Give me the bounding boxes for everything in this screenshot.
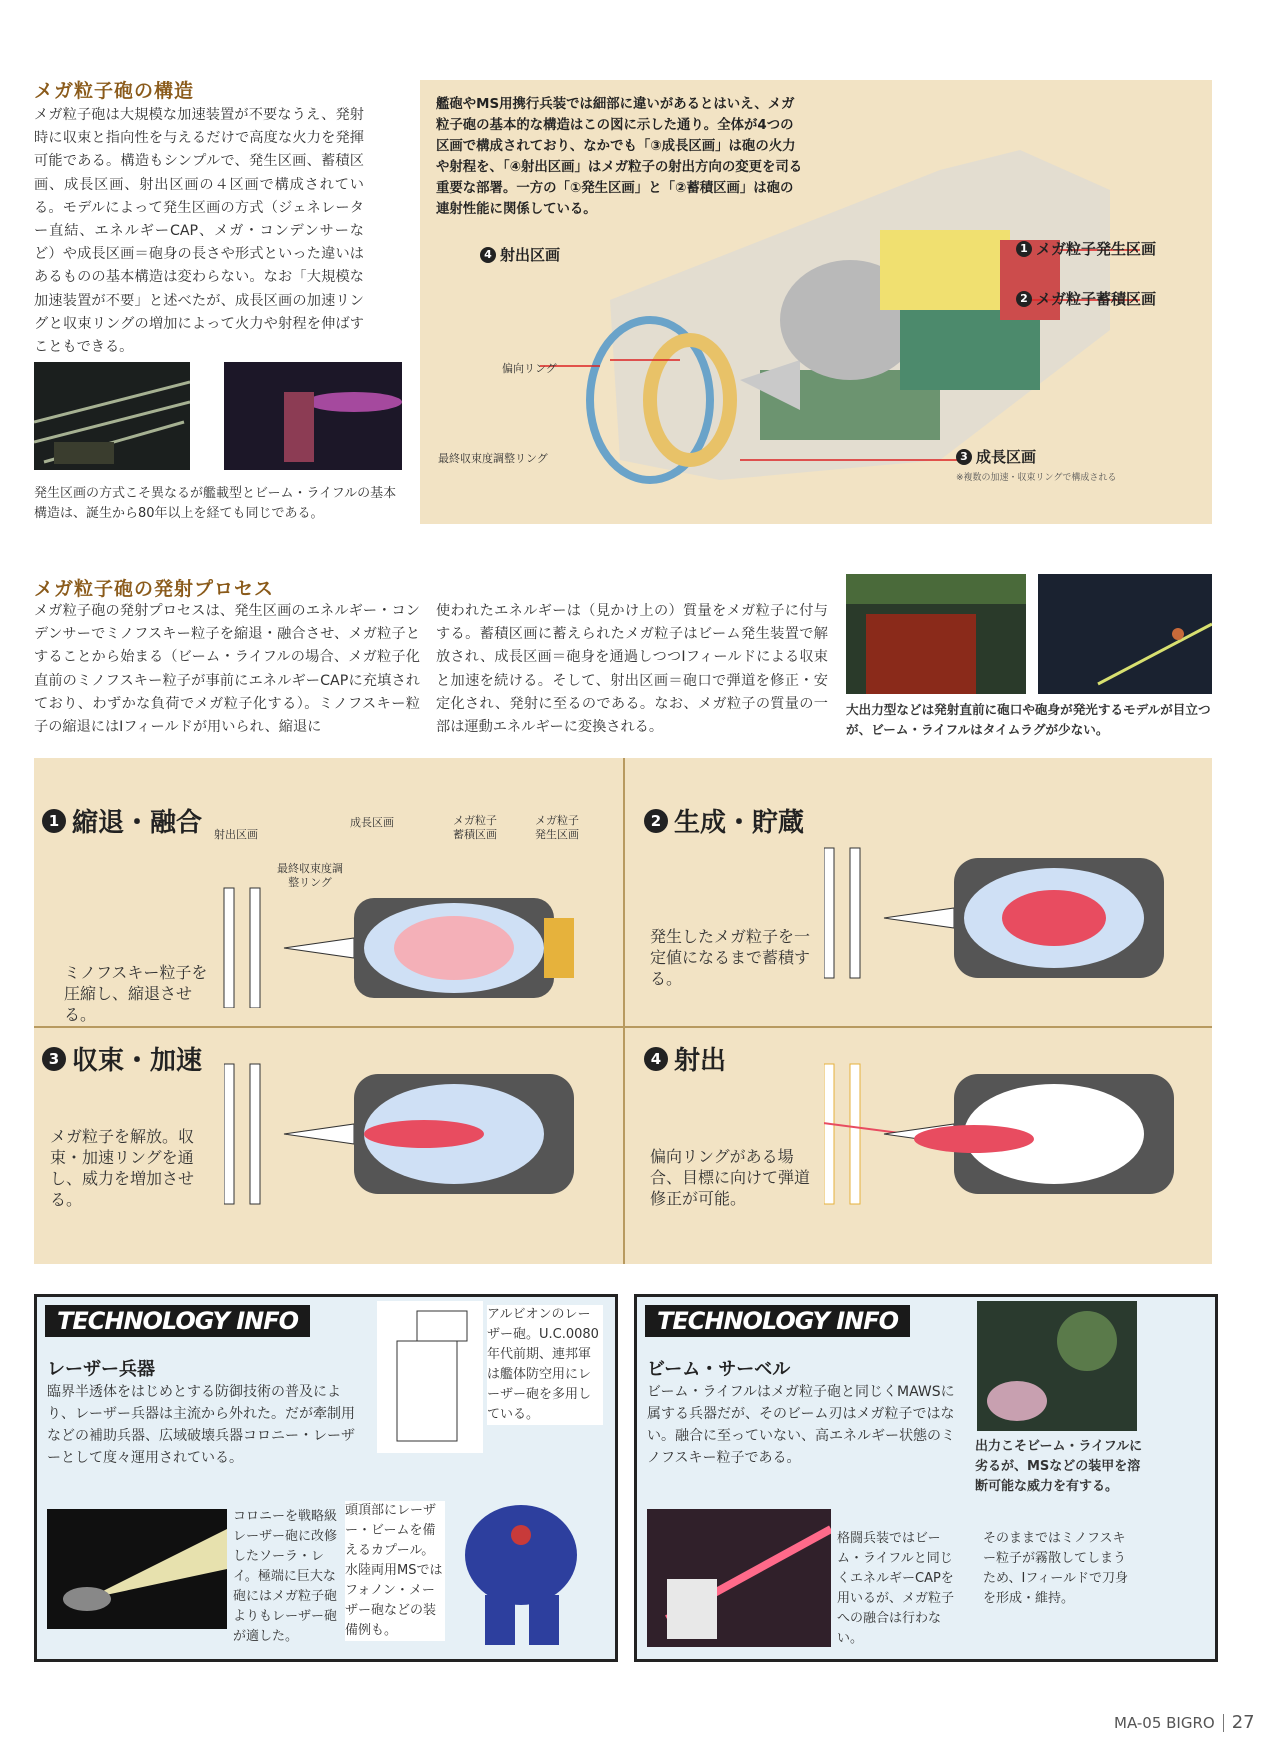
step2-text: 発生したメガ粒子を一定値になるまで蓄積する。 [650, 927, 811, 988]
tech2-badge: TECHNOLOGY INFO [645, 1305, 910, 1337]
step1-title: 1 縮退・融合 [42, 802, 202, 839]
photo-glowing-cannon [846, 574, 1026, 694]
step4-text: 偏向リングがある場合、目標に向けて弾道修正が可能。 [650, 1147, 811, 1208]
tech1-robot-caption: 頭頂部にレーザー・ビームを備えるカプール。水陸両用MSではフォノン・メーザー砲などの装備例も。 [345, 1501, 445, 1641]
label-deflection-ring: 偏向リング [502, 362, 557, 375]
section1-title: メガ粒子砲の構造 [34, 80, 195, 102]
tech-info-saber-box [634, 1294, 1218, 1662]
section1-body: メガ粒子砲は大規模な加速装置が不要なうえ、発射時に収束と指向性を与えるだけで高度な火力を発揮可能である。構造もシンプルで、発生区画、蓄積区画、成長区画、射出区画の４区画で構成されている。モデルによって発生区画の方式（ジェネレーター直結、エネルギーCAP、メガ・コンデンサーなど）や成長区画＝砲身の長さや形式といった違いはあるものの基本構造は変わらない。なお「大規模な加速装置が不要」と述べたが、成長区画の加速リングと収束リングの増加によって火力や射程を伸ばすこともできる。 [34, 107, 364, 356]
photo-gundam-saber [647, 1509, 831, 1647]
photo-mobile-suit-firing [224, 362, 402, 470]
label-exit-num: 4 [480, 247, 496, 263]
tech2-photo2-caption: 格闘兵装ではビーム・ライフルと同じくエネルギーCAPを用いるが、メガ粒子への融合は行わない。 [837, 1531, 955, 1646]
sketch-albion-laser [377, 1301, 483, 1453]
step2-num: 2 [644, 809, 668, 833]
label-exit-section: 4 射出区画 [480, 244, 560, 265]
tech1-badge: TECHNOLOGY INFO [45, 1305, 310, 1337]
step4-illustration [824, 1054, 1204, 1214]
label-generation-section: 1 メガ粒子発生区画 [1016, 238, 1156, 259]
step1-label-generation: メガ粒子発生区画 [535, 814, 579, 841]
tech2-subtitle: ビーム・サーベル [647, 1359, 791, 1380]
step3-illustration [224, 1054, 614, 1214]
page-footer [1114, 1712, 1255, 1733]
footer-page-number: 27 [1231, 1712, 1255, 1733]
tech1-body: 臨界半透体をはじめとする防御技術の普及により、レーザー兵器は主流から外れた。だが牽制用などの補助兵器、広域破壊兵器コロニー・レーザーとして度々運用されている。 [47, 1384, 355, 1466]
label-generation-num: 1 [1016, 241, 1032, 257]
diagram-intro: 艦砲やMS用携行兵装では細部に違いがあるとはいえ、メガ粒子砲の基本的な構造はこの図に示した通り。全体が4つの区画で構成されており、なかでも「③成長区画」は砲の火力や射程を、「④射出区画」はメガ粒子の射出方向の変更を司る重要な部署。一方の「①発生区画」と「②蓄積区画」は砲の連射性能に関係している。 [436, 97, 803, 217]
tech2-body: ビーム・ライフルはメガ粒子砲と同じくMAWSに属する兵器だが、そのビーム刃はメガ粒子ではない。融合に至っていない、高エネルギー状態のミノフスキー粒子である。 [647, 1384, 955, 1466]
step1-label-exit: 射出区画 [214, 828, 258, 841]
tech2-photo1-caption: 出力こそビーム・ライフルに劣るが、MSなどの装甲を溶断可能な威力を有する。 [975, 1439, 1143, 1494]
label-storage-section: 2 メガ粒子蓄積区画 [1016, 288, 1156, 309]
label-final-convergence-ring: 最終収束度調整リング [438, 452, 548, 465]
section2-title: メガ粒子砲の発射プロセス [34, 578, 275, 600]
photo-zaku-saber [977, 1301, 1137, 1431]
section2-body-col1: メガ粒子砲の発射プロセスは、発生区画のエネルギー・コンデンサーでミノフスキー粒子を縮退・融合させ、メガ粒子とすることから始まる（ビーム・ライフルの場合、メガ粒子化直前のミノフスキー粒子が事前にエネルギーCAPに充填されており、わずかな負荷でメガ粒子化する）。ミノフスキー粒子の縮退にはIフィールドが用いられ、縮退に [34, 603, 420, 736]
tech1-sketch-caption: アルビオンのレーザー砲。U.C.0080年代前期、連邦軍は艦体防空用にレーザー砲を多用している。 [487, 1305, 603, 1425]
tech1-subtitle: レーザー兵器 [47, 1359, 155, 1380]
label-growth-section: 3 成長区画 [956, 446, 1036, 467]
firing-process-panel [34, 758, 1212, 1264]
photo-beam-rifle-shot [1038, 574, 1212, 694]
photo-battleship-beam [34, 362, 190, 470]
step1-label-growth: 成長区画 [350, 816, 394, 829]
tech-info-laser-box [34, 1294, 618, 1662]
step1-text: ミノフスキー粒子を圧縮し、縮退させる。 [64, 963, 208, 1024]
step1-illustration [214, 858, 614, 1008]
step4-title: 4 射出 [644, 1040, 726, 1077]
label-growth-num: 3 [956, 449, 972, 465]
structure-diagram-panel [420, 80, 1212, 524]
step3-text: メガ粒子を解放。収束・加速リングを通し、威力を増加させる。 [50, 1127, 195, 1209]
photo-solar-ray [47, 1509, 227, 1629]
step1-label-storage: メガ粒子蓄積区画 [453, 814, 497, 841]
tech2-extra-caption: そのままではミノフスキー粒子が霧散してしまうため、Iフィールドで刀身を形成・維持。 [983, 1531, 1129, 1606]
footer-title: MA-05 BIGRO [1114, 1713, 1215, 1732]
step2-title: 2 生成・貯蔵 [644, 802, 804, 839]
section1-photo-caption: 発生区画の方式こそ異なるが艦載型とビーム・ライフルの基本構造は、誕生から80年以上を経ても同じである。 [34, 486, 397, 521]
label-storage-num: 2 [1016, 291, 1032, 307]
step1-num: 1 [42, 809, 66, 833]
step3-title: 3 収束・加速 [42, 1040, 202, 1077]
label-growth-note: ※複数の加速・収束リングで構成される [956, 473, 1117, 483]
step2-illustration [824, 828, 1204, 988]
step4-num: 4 [644, 1047, 668, 1071]
step1-label-ring: 最終収束度調整リング [277, 862, 343, 889]
step3-num: 3 [42, 1047, 66, 1071]
tech1-photo-caption: コロニーを戦略級レーザー砲に改修したソーラ・レイ。極端に巨大な砲にはメガ粒子砲よりもレーザー砲が適した。 [233, 1509, 338, 1644]
section2-photo-caption: 大出力型などは発射直前に砲口や砲身が発光するモデルが目立つが、ビーム・ライフルはタイムラグが少ない。 [846, 702, 1211, 737]
section2-body-col2: 使われたエネルギーは（見かけ上の）質量をメガ粒子に付与する。蓄積区画に蓄えられたメガ粒子はビーム発生装置で解放され、成長区画＝砲身を通過しつつIフィールドによる収束と加速を続ける。そして、射出区画＝砲口で弾道を修正・安定化され、発射に至るのである。なお、メガ粒子の質量の一部は運動エネルギーに変換される。 [436, 603, 828, 736]
illustration-kapool [445, 1495, 595, 1651]
